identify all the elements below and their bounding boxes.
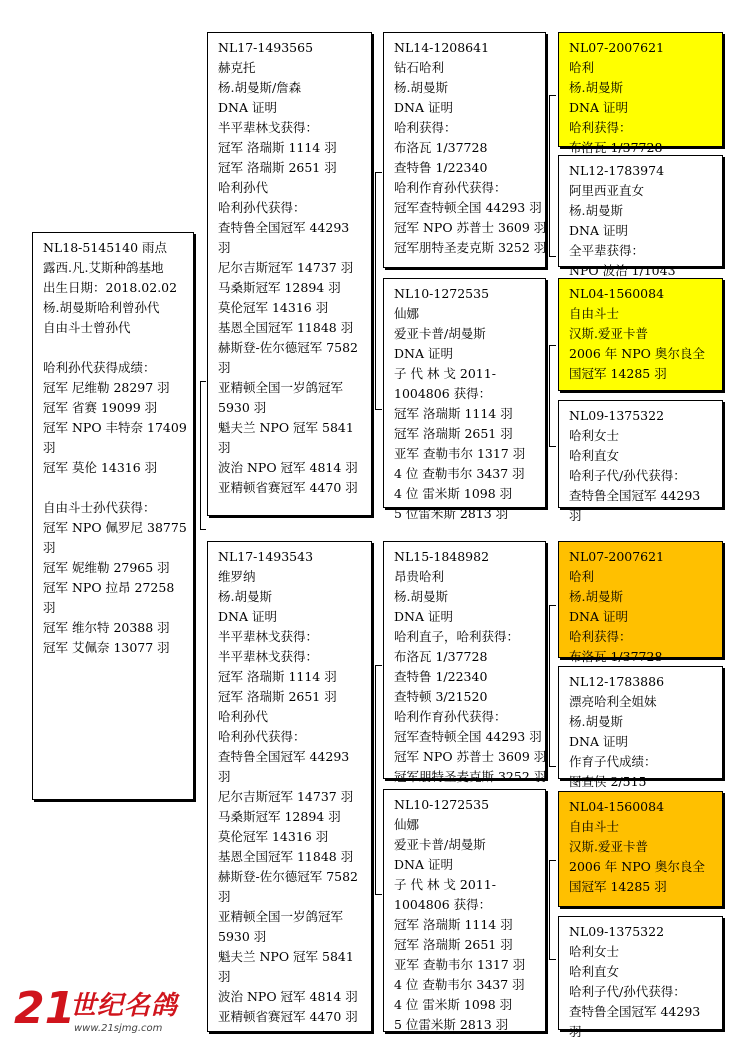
pedigree-line: 5 位雷米斯 2813 羽 <box>394 1017 509 1032</box>
pedigree-line: 哈利直女 <box>569 964 620 979</box>
pedigree-line: DNA 证明 <box>569 734 628 749</box>
pedigree-line: 哈利孙代获得成绩： <box>43 360 156 375</box>
pedigree-line: 杨.胡曼斯 <box>569 80 623 95</box>
pedigree-line: 子 代 林 戈 2011-1004806 获得： <box>394 877 496 912</box>
pedigree-line: 4 位 雷米斯 1098 羽 <box>394 997 513 1012</box>
bracket-main-bottom <box>200 529 206 530</box>
bracket-sire <box>375 172 382 410</box>
pedigree-line: 冠军 NPO 佩罗尼 38775 羽 <box>43 520 187 555</box>
pedigree-line: 冠军 妮维勒 27965 羽 <box>43 560 170 575</box>
pedigree-line: 查特顿 3/21520 <box>394 689 488 704</box>
pedigree-dam-sire <box>383 541 547 784</box>
pedigree-line: 冠军 尼维勒 28297 羽 <box>43 380 170 395</box>
pedigree-line: DNA 证明 <box>569 609 628 624</box>
pedigree-line: DNA 证明 <box>218 100 277 115</box>
pedigree-dam-dam <box>383 789 546 1032</box>
pedigree-line: 半平辈林戈获得： <box>218 629 319 644</box>
pedigree-line: 查特鲁全国冠军 44293 羽 <box>218 749 350 784</box>
pedigree-line: 冠军 洛瑞斯 1114 羽 <box>394 917 513 932</box>
pedigree-line: 查特鲁 1/22340 <box>394 160 488 175</box>
pedigree-line: DNA 证明 <box>394 100 453 115</box>
pedigree-line: 赫克托 <box>218 60 256 75</box>
pedigree-line: NL12-1783886 <box>569 674 665 689</box>
pedigree-line: 冠军 NPO 拉昂 27258 羽 <box>43 580 175 615</box>
pedigree-line: NL04-1560084 <box>569 799 665 814</box>
pedigree-line: 冠军查特顿全国 44293 羽 <box>394 200 542 215</box>
site-logo <box>14 985 214 1045</box>
pedigree-line: 4 位 雷米斯 1098 羽 <box>394 486 513 501</box>
pedigree-line: 哈利直女 <box>569 448 620 463</box>
pedigree-dam-sire-sire <box>558 541 723 664</box>
pedigree-line: 钻石哈利 <box>394 60 445 75</box>
pedigree-line: 亚精顿全国一岁鸽冠军 5930 羽 <box>218 909 344 944</box>
pedigree-line: 出生日期：2018.02.02 <box>43 280 178 295</box>
pedigree-line: 哈利女士 <box>569 944 620 959</box>
pedigree-line: 自由斗士曾孙代 <box>43 320 131 335</box>
pedigree-line: 尼尔吉斯冠军 14737 羽 <box>218 260 354 275</box>
pedigree-line: DNA 证明 <box>569 223 628 238</box>
bracket-ss <box>549 95 556 257</box>
pedigree-line: 汉斯.爱亚卡普 <box>569 839 648 854</box>
pedigree-line: 自由斗士 <box>569 306 620 321</box>
pedigree-line: NL15-1848982 <box>394 549 490 564</box>
pedigree-line: NL07-2007621 <box>569 549 665 564</box>
pedigree-sire-sire-sire <box>558 32 723 155</box>
pedigree-line: 2006 年 NPO 奥尔良全国冠军 14285 羽 <box>569 859 705 894</box>
pedigree-line: 哈利子代/孙代获得： <box>569 984 686 999</box>
pedigree-line: 基恩全国冠军 11848 羽 <box>218 320 354 335</box>
pedigree-line: 4 位 查勒韦尔 3437 羽 <box>394 977 525 992</box>
pedigree-line: 哈利孙代获得： <box>218 200 306 215</box>
bracket-ds <box>549 605 556 767</box>
pedigree-line: 杨.胡曼斯 <box>569 589 623 604</box>
pedigree-line: DNA 证明 <box>218 609 277 624</box>
pedigree-sire <box>207 32 372 516</box>
pedigree-line: 维罗纳 <box>218 569 256 584</box>
bracket-main <box>200 381 207 529</box>
pedigree-line: 漂亮哈利全姐妹 <box>569 694 657 709</box>
pedigree-line: 查特鲁 1/22340 <box>394 669 488 684</box>
pedigree-line: 冠军 洛瑞斯 1114 羽 <box>218 669 337 684</box>
pedigree-line: NL04-1560084 <box>569 286 665 301</box>
pedigree-line: 自由斗士孙代获得： <box>43 500 156 515</box>
pedigree-line: 哈利孙代 <box>218 180 269 195</box>
pedigree-line <box>43 478 187 498</box>
pedigree-line: 哈利作育孙代获得： <box>394 180 507 195</box>
pedigree-line: NL10-1272535 <box>394 797 490 812</box>
pedigree-line: 冠军朋特圣麦克斯 3252 羽 <box>394 769 547 784</box>
pedigree-line: 波治 NPO 冠军 4814 羽 <box>218 989 358 1004</box>
pedigree-line: DNA 证明 <box>394 857 453 872</box>
pedigree-line: 昂贵哈利 <box>394 569 445 584</box>
pedigree-line: 赫斯登-佐尔德冠军 7582 羽 <box>218 869 359 904</box>
pedigree-line: 亚精顿省赛冠军 4470 羽 <box>218 1009 358 1024</box>
logo-url: www.21sjmg.com <box>74 1023 163 1034</box>
pedigree-line: NL09-1375322 <box>569 408 665 423</box>
pedigree-line: 马桑斯冠军 12894 羽 <box>218 809 341 824</box>
pedigree-line: 作育子代成绩： <box>569 754 657 769</box>
pedigree-line: 魁夫兰 NPO 冠军 5841 羽 <box>218 420 354 455</box>
pedigree-sire-dam-sire <box>558 278 723 391</box>
pedigree-line: 哈利孙代 <box>218 709 269 724</box>
pedigree-line: NL17-1493565 <box>218 40 314 55</box>
pedigree-line: 亚精顿全国一岁鸽冠军 5930 羽 <box>218 380 344 415</box>
pedigree-line: 冠军 莫伦 14316 羽 <box>43 460 158 475</box>
pedigree-line <box>43 338 187 358</box>
pedigree-line: NL18-5145140 雨点 <box>43 240 168 255</box>
pedigree-line: 亚精顿省赛冠军 4470 羽 <box>218 480 358 495</box>
pedigree-line: 冠军 洛瑞斯 2651 羽 <box>218 160 337 175</box>
pedigree-line: 杨.胡曼斯 <box>394 589 448 604</box>
pedigree-line: 自由斗士 <box>569 819 620 834</box>
pedigree-line: 哈利作育孙代获得： <box>394 709 507 724</box>
pedigree-dam <box>207 541 372 1032</box>
pedigree-line: 尼尔吉斯冠军 14737 羽 <box>218 789 354 804</box>
pedigree-line: 冠军 洛瑞斯 2651 羽 <box>394 937 513 952</box>
pedigree-line: 杨.胡曼斯/詹森 <box>218 80 302 95</box>
pedigree-dam-sire-dam <box>558 666 723 789</box>
pedigree-line: 冠军 洛瑞斯 1114 羽 <box>218 140 337 155</box>
pedigree-line: 基恩全国冠军 11848 羽 <box>218 849 354 864</box>
pedigree-line: 5 位雷米斯 2813 羽 <box>394 506 509 521</box>
pedigree-line: 哈利获得： <box>569 120 632 135</box>
pedigree-line: NL17-1493543 <box>218 549 314 564</box>
pedigree-line: 冠军 NPO 苏普士 3609 羽 <box>394 220 547 235</box>
pedigree-line: 杨.胡曼斯 <box>218 589 272 604</box>
pedigree-line: 哈利孙代获得： <box>218 729 306 744</box>
pedigree-line: DNA 证明 <box>394 609 453 624</box>
pedigree-dam-dam-sire <box>558 791 723 907</box>
pedigree-line: NL09-1375322 <box>569 924 665 939</box>
pedigree-line: 查特鲁全国冠军 44293 羽 <box>569 488 701 523</box>
pedigree-line: 露西.凡.艾斯种鸽基地 <box>43 260 164 275</box>
pedigree-main-bird <box>32 232 194 800</box>
pedigree-line: 布洛瓦 1/37728 <box>569 140 663 155</box>
pedigree-line: 哈利女士 <box>569 428 620 443</box>
pedigree-line: 杨.胡曼斯 <box>569 714 623 729</box>
pedigree-line: 冠军查特顿全国 44293 羽 <box>394 729 542 744</box>
pedigree-line: 冠军 维尔特 20388 羽 <box>43 620 170 635</box>
pedigree-line: 马桑斯冠军 12894 羽 <box>218 280 341 295</box>
pedigree-line: 哈利直子，哈利获得： <box>394 629 520 644</box>
pedigree-line: 冠军 NPO 苏普士 3609 羽 <box>394 749 547 764</box>
pedigree-line: 波治 NPO 冠军 4814 羽 <box>218 460 358 475</box>
pedigree-line: 查特鲁全国冠军 44293 羽 <box>569 1004 701 1039</box>
pedigree-sire-dam <box>383 278 546 521</box>
pedigree-line: 爱亚卡普/胡曼斯 <box>394 837 486 852</box>
pedigree-line: 布洛瓦 1/37728 <box>569 649 663 664</box>
pedigree-line: 哈利 <box>569 569 595 584</box>
pedigree-line: 杨.胡曼斯 <box>394 80 448 95</box>
pedigree-line: 魁夫兰 NPO 冠军 5841 羽 <box>218 949 354 984</box>
pedigree-sire-sire-dam <box>558 155 723 278</box>
pedigree-line: 仙娜 <box>394 817 420 832</box>
pedigree-line: 2006 年 NPO 奥尔良全国冠军 14285 羽 <box>569 346 705 381</box>
pedigree-line: 哈利获得： <box>394 120 457 135</box>
bracket-dd <box>549 860 556 960</box>
pedigree-line: DNA 证明 <box>569 100 628 115</box>
pedigree-line: 冠军 NPO 丰特奈 17409 羽 <box>43 420 187 455</box>
pedigree-line: 半平辈林戈获得： <box>218 649 319 664</box>
pedigree-line: 图查侯 2/515 <box>569 774 647 789</box>
pedigree-line: 杨.胡曼斯哈利曾孙代 <box>43 300 160 315</box>
pedigree-dam-dam-dam <box>558 916 723 1039</box>
logo-name: 世纪名鸽 <box>70 991 179 1021</box>
pedigree-line: 哈利子代/孙代获得： <box>569 468 686 483</box>
pedigree-line: 冠军 洛瑞斯 1114 羽 <box>394 406 513 421</box>
bracket-main-top <box>200 381 206 382</box>
pedigree-sire-dam-dam <box>558 400 723 523</box>
pedigree-line: 布洛瓦 1/37728 <box>394 649 488 664</box>
pedigree-line: 亚军 查勒韦尔 1317 羽 <box>394 446 526 461</box>
pedigree-line: 赫斯登-佐尔德冠军 7582 羽 <box>218 340 359 375</box>
pedigree-line: 阿里西亚直女 <box>569 183 645 198</box>
pedigree-line: NL14-1208641 <box>394 40 490 55</box>
pedigree-line: 冠军朋特圣麦克斯 3252 羽 <box>394 240 547 255</box>
pedigree-line: 亚军 查勒韦尔 1317 羽 <box>394 957 526 972</box>
pedigree-line: 全平辈获得： <box>569 243 645 258</box>
pedigree-line: 爱亚卡普/胡曼斯 <box>394 326 486 341</box>
pedigree-line: NPO 波治 1/1043 <box>569 263 676 278</box>
pedigree-line: 冠军 艾佩奈 13077 羽 <box>43 640 170 655</box>
pedigree-line: 布洛瓦 1/37728 <box>394 140 488 155</box>
pedigree-line: 汉斯.爱亚卡普 <box>569 326 648 341</box>
pedigree-line: 冠军 洛瑞斯 2651 羽 <box>394 426 513 441</box>
pedigree-line: 子 代 林 戈 2011-1004806 获得： <box>394 366 496 401</box>
pedigree-line: 哈利 <box>569 60 595 75</box>
bracket-dam <box>375 665 382 895</box>
pedigree-line: 半平辈林戈获得： <box>218 120 319 135</box>
pedigree-line: 莫伦冠军 14316 羽 <box>218 829 329 844</box>
pedigree-line: 莫伦冠军 14316 羽 <box>218 300 329 315</box>
pedigree-line: NL10-1272535 <box>394 286 490 301</box>
pedigree-line: DNA 证明 <box>394 346 453 361</box>
pedigree-line: 冠军 省赛 19099 羽 <box>43 400 158 415</box>
pedigree-line: 查特鲁全国冠军 44293 羽 <box>218 220 350 255</box>
pedigree-line: NL12-1783974 <box>569 163 665 178</box>
logo-number: 21 <box>14 983 76 1034</box>
pedigree-line: 杨.胡曼斯 <box>569 203 623 218</box>
pedigree-sire-sire <box>383 32 546 268</box>
bracket-sd <box>549 345 556 447</box>
pedigree-line: 4 位 查勒韦尔 3437 羽 <box>394 466 525 481</box>
pedigree-line: 哈利获得： <box>569 629 632 644</box>
pedigree-line: 仙娜 <box>394 306 420 321</box>
pedigree-line: NL07-2007621 <box>569 40 665 55</box>
pedigree-line: 冠军 洛瑞斯 2651 羽 <box>218 689 337 704</box>
